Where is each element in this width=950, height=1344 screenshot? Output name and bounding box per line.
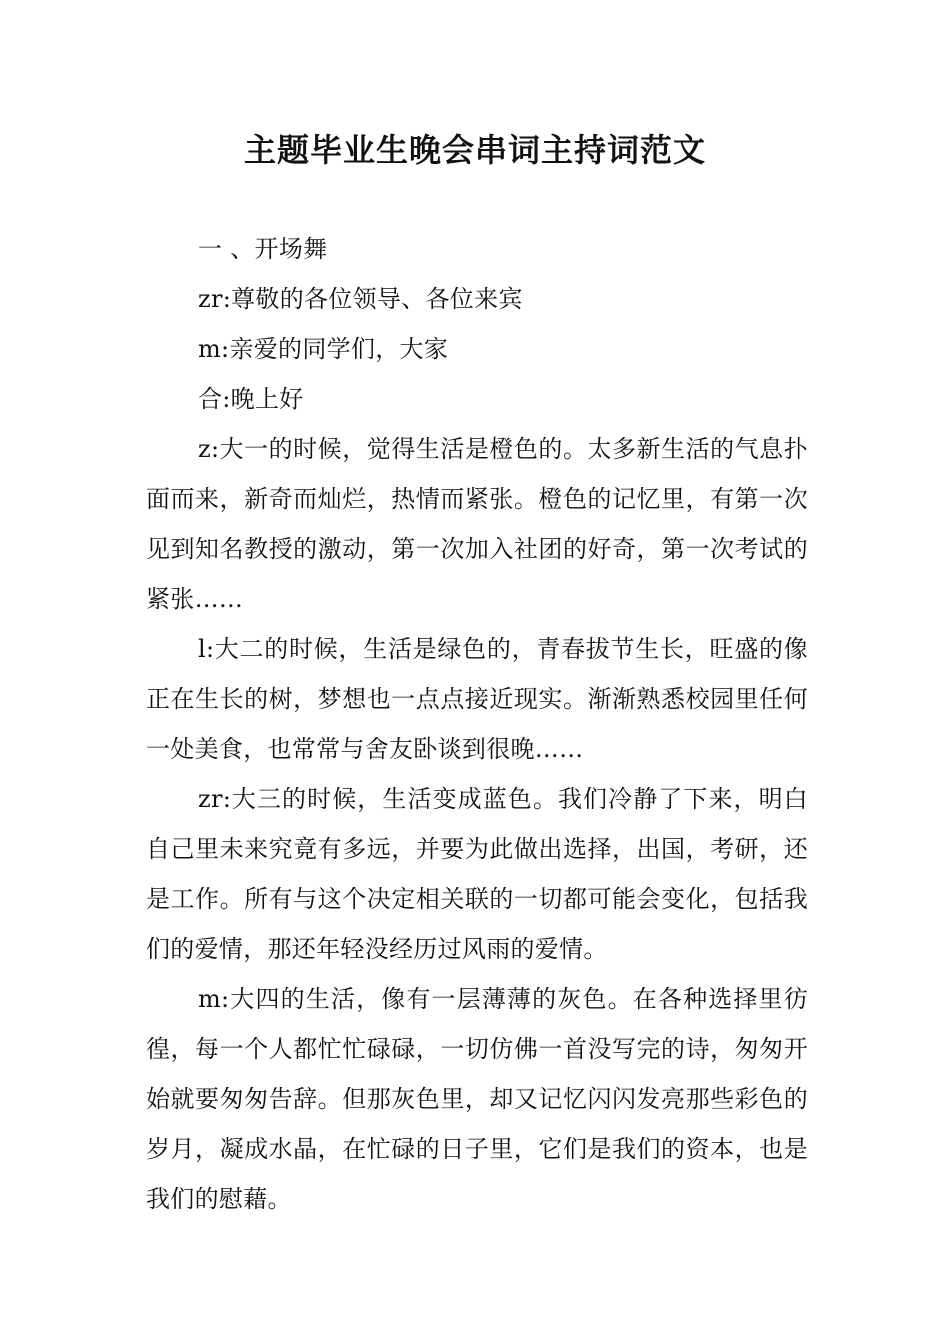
document-body: [146, 224, 808, 1224]
paragraph: z:大一的时候，觉得生活是橙色的。太多新生活的气息扑面而来，新奇而灿烂，热情而紧张。橙色的记忆里，有第一次见到知名教授的激动，第一次加入社团的好奇，第一次考试的紧张……: [146, 435, 808, 613]
section-heading: 一 、开场舞: [198, 235, 328, 263]
paragraph-line: 合:晚上好: [198, 385, 304, 413]
paragraph-line: zr:尊敬的各位领导、各位来宾: [198, 285, 523, 313]
paragraph: l:大二的时候，生活是绿色的，青春拔节生长，旺盛的像正在生长的树，梦想也一点点接近现实。渐渐熟悉校园里任何一处美食，也常常与舍友卧谈到很晚……: [146, 635, 808, 763]
paragraph-line: m:亲爱的同学们，大家: [198, 335, 449, 363]
paragraph: m:大四的生活，像有一层薄薄的灰色。在各种选择里彷徨，每一个人都忙忙碌碌，一切仿佛一首没写完的诗，匆匆开始就要匆匆告辞。但那灰色里，却又记忆闪闪发亮那些彩色的岁月，凝成水晶，在忙碌的日子里，它们是我们的资本，也是我们的慰藉。: [146, 985, 808, 1213]
paragraph: zr:大三的时候，生活变成蓝色。我们冷静了下来，明白自己里未来究竟有多远，并要为此做出选择，出国，考研，还是工作。所有与这个决定相关联的一切都可能会变化，包括我们的爱情，那还年轻没经历过风雨的爱情。: [146, 785, 808, 963]
document-title: 主题毕业生晚会串词主持词范文: [243, 131, 706, 169]
